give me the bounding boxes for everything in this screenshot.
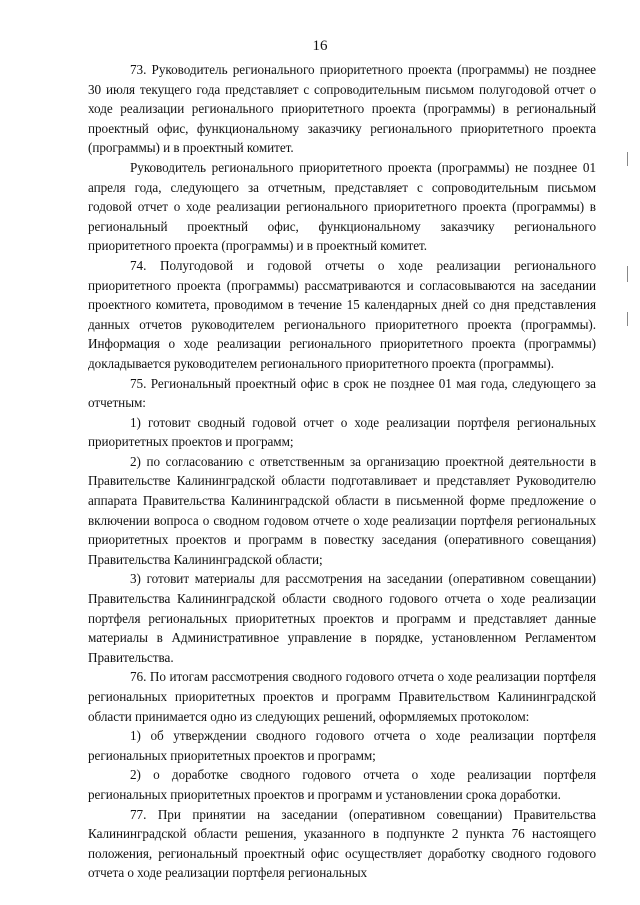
paragraph-74: 74. Полугодовой и годовой отчеты о ходе реализации регионального приоритетного проекта (программы) рассматриваются и согласовываются на заседании проектного комитета, проводимом в течение 15 календарных дней со дня представления данных отчетов руководителем регионального приоритетного проекта (программы). Информация о ходе реализации регионального приоритетного проекта (программы) докладывается руководителем регионального приоритетного проекта (программы). <box>88 257 596 371</box>
paragraph-73: 73. Руководитель регионального приоритетного проекта (программы) не позднее 30 июля текущего года представляет с сопроводительным письмом полугодовой отчет о ходе реализации регионального приоритетного проекта (программы) в региональный проектный офис, функциональному заказчику регионального приоритетного проекта (программы) и в проектный комитет. <box>88 62 596 156</box>
paragraph-76-item-1: 1) об утверждении сводного годового отчета о ходе реализации портфеля региональных приоритетных проектов и программ; <box>88 728 596 763</box>
paragraph-75: 75. Региональный проектный офис в срок не позднее 01 мая года, следующего за отчетным: <box>88 375 596 411</box>
paragraph-75-item-2: 2) по согласованию с ответственным за организацию проектной деятельности в Правительстве Калининградской области подготавливает и представляет Руководителю аппарата Правительства Калининградской области в письменной форме предложение о включении вопроса о сводном годовом отчете о ходе реализации портфеля региональных приоритетных проектов и программ в повестку заседания (оперативного совещания) Правительства Калининградской области; <box>88 453 596 567</box>
paragraph-73-annual: Руководитель регионального приоритетного проекта (программы) не позднее 01 апреля года, следующего за отчетным, представляет с сопроводительным письмом годовой отчет о ходе реализации регионального приоритетного проекта (программы) в региональный проектный офис, функциональному заказчику регионального приоритетного проекта (программы) и в проектный комитет. <box>88 159 596 254</box>
scan-margin-mark <box>627 312 628 326</box>
paragraph-75-item-3: 3) готовит материалы для рассмотрения на заседании (оперативном совещании) Правительства Калининградской области сводного годового отчета о ходе реализации портфеля региональных приоритетных проектов и программ и представляет данные материалы в Административное управление в порядке, установленном Регламентом Правительства. <box>88 571 596 665</box>
paragraph-76: 76. По итогам рассмотрения сводного годового отчета о ходе реализации портфеля региональных приоритетных проектов и программ Правительством Калининградской области принимается одно из следующих решений, оформляемых протоколом: <box>88 669 596 724</box>
paragraph-76-item-2: 2) о доработке сводного годового отчета о ходе реализации портфеля региональных приоритетных проектов и программ и установлении срока доработки. <box>88 767 596 802</box>
scan-margin-mark <box>627 152 628 166</box>
page-number: 16 <box>312 38 328 54</box>
paragraph-77: 77. При принятии на заседании (оперативном совещании) Правительства Калининградской области решения, указанного в подпункте 2 пункта 76 настоящего положения, региональный проектный офис осуществляет доработку сводного годового отчета о ходе реализации портфеля региональных <box>88 806 596 881</box>
paragraph-75-item-1: 1) готовит сводный годовой отчет о ходе реализации портфеля региональных приоритетных проектов и программ; <box>88 414 596 450</box>
scan-margin-mark <box>627 266 628 282</box>
document-body <box>88 60 596 883</box>
